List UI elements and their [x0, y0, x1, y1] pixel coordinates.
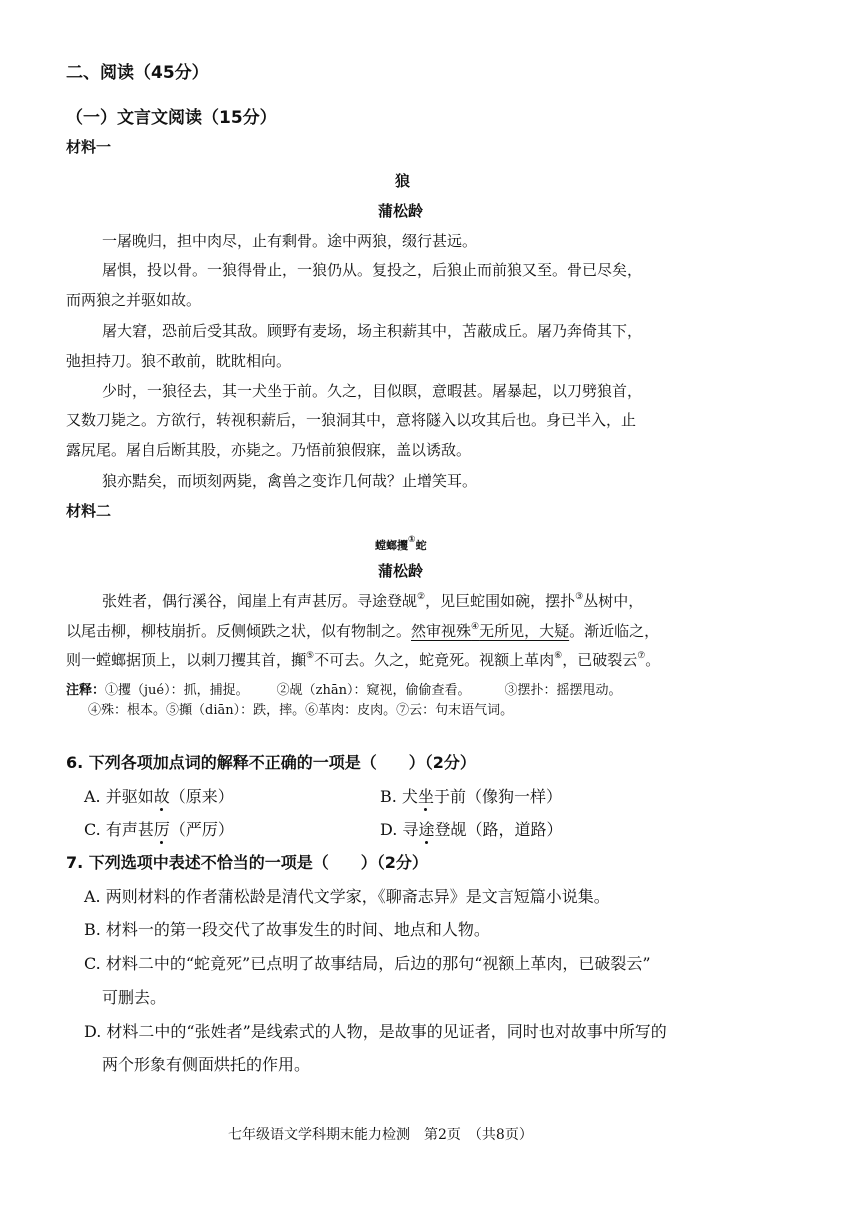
material2-line3-b: 不可去。久之，蛇竟死。视额上革肉 [314, 651, 555, 669]
material1-title: 狼 [395, 172, 411, 190]
material2-title-b: 蛇 [415, 539, 427, 552]
q7-option-c-line2[interactable]: 可删去。 [102, 988, 167, 1007]
q6-d-pre: D. 寻 [380, 820, 419, 839]
material2-title [375, 537, 427, 553]
material2-line3 [66, 649, 660, 670]
material1-p3-line2: 弛担持刀。狼不敢前，眈眈相向。 [66, 352, 292, 370]
q6-a-pre: A. 并驱如 [84, 787, 154, 806]
material1-p5: 狼亦黠矣，而顷刻两毙，禽兽之变诈几何哉？止增笑耳。 [102, 472, 478, 490]
q6-c-post: （严厉） [169, 820, 234, 839]
note-1: ①攫（jué）：抓，捕捉。 [105, 683, 249, 698]
material1-p4-line2: 又数刀毙之。方欲行，转视积薪后，一狼洞其中，意将隧入以攻其后也。身已半入，止 [66, 411, 637, 429]
q7-option-d-line2[interactable]: 两个形象有侧面烘托的作用。 [102, 1055, 311, 1074]
section-title: 二、阅读（45分） [66, 63, 209, 83]
material1-label: 材料一 [66, 138, 112, 156]
footnote-mark-7: ⑦ [637, 651, 646, 661]
underlined-sentence [411, 622, 569, 640]
q6-b-pre: B. 犬 [380, 787, 418, 806]
q7-option-a[interactable]: A. 两则材料的作者蒲松龄是清代文学家，《聊斋志异》是文言短篇小说集。 [84, 887, 610, 906]
page-footer: 七年级语文学科期末能力检测 第2页 （共8页） [228, 1127, 533, 1143]
underlined-a: 然审视殊 [411, 622, 472, 640]
note-2: ②觇（zhān）：窥视，偷偷查看。 [276, 683, 471, 698]
q6-option-c[interactable] [84, 817, 234, 840]
q7-option-c-line1[interactable]: C. 材料二中的“蛇竟死”已点明了故事结局，后边的那句“视额上革肉，已破裂云” [84, 954, 651, 973]
q6-a-post: （原来） [169, 787, 234, 806]
q6-d-post: 登觇（路，道路） [434, 820, 563, 839]
material2-title-a: 螳螂攫 [375, 539, 408, 552]
footnote-mark-1: ① [408, 535, 416, 545]
q6-option-a[interactable] [84, 784, 234, 807]
material2-line2-a: 以尾击柳，柳枝崩折。反侧倾跌之状，似有物制之。 [66, 622, 412, 640]
notes-line1 [66, 679, 622, 698]
q6-c-pre: C. 有声甚 [84, 820, 154, 839]
material2-line3-d: 。 [645, 651, 661, 669]
q6-option-b[interactable] [380, 784, 562, 807]
material2-label: 材料二 [66, 502, 112, 520]
material2-line3-c: ，已破裂云 [562, 651, 638, 669]
note-3: ③摆扑：摇摆甩动。 [504, 683, 622, 698]
material2-author: 蒲松龄 [378, 562, 424, 580]
underlined-b: 无所见，大疑 [479, 622, 570, 640]
q6-d-dotted: 途 [418, 820, 435, 839]
subsection-title: （一）文言文阅读（15分） [66, 108, 277, 128]
footnote-mark-6: ⑥ [554, 651, 563, 661]
q7-option-d-line1[interactable]: D. 材料二中的“张姓者”是线索式的人物，是故事的见证者，同时也对故事中所写的 [84, 1022, 667, 1041]
material1-author: 蒲松龄 [378, 202, 424, 220]
notes-label: 注释： [66, 683, 106, 698]
material1-p1: 一屠晚归，担中肉尽，止有剩骨。途中两狼，缀行甚远。 [102, 232, 478, 250]
footnote-mark-2: ② [417, 592, 426, 602]
footnote-mark-5: ⑤ [306, 651, 315, 661]
notes-line2: ④殊：根本。⑤攧（diān）：跌，摔。⑥革肉：皮肉。⑦云：句末语气词。 [88, 703, 514, 718]
material1-p4-line1: 少时，一狼径去，其一犬坐于前。久之，目似瞑，意暇甚。屠暴起，以刀劈狼首， [102, 382, 643, 400]
footnote-mark-4: ④ [471, 622, 480, 632]
material1-p2-line1: 屠惧，投以骨。一狼得骨止，一狼仍从。复投之，后狼止而前狼又至。骨已尽矣， [102, 261, 643, 279]
material2-line1 [102, 590, 643, 611]
q6-b-dotted: 坐 [417, 787, 434, 806]
q6-b-post: 于前（像狗一样） [433, 787, 562, 806]
material2-line1-a: 张姓者，偶行溪谷，闻崖上有声甚厉。寻途登觇 [102, 592, 418, 610]
material2-line2 [66, 620, 659, 641]
footnote-mark-3: ③ [575, 592, 584, 602]
q6-c-dotted: 厉 [153, 820, 170, 839]
q7-stem: 7. 下列选项中表述不恰当的一项是（ ）（2分） [66, 853, 428, 872]
q6-a-dotted: 故 [153, 787, 170, 806]
material2-line3-a: 则一螳螂据顶上，以刺刀攫其首，攧 [66, 651, 307, 669]
q6-stem: 6. 下列各项加点词的解释不正确的一项是（ ）（2分） [66, 753, 476, 772]
material2-line2-c: 。渐近临之， [569, 622, 660, 640]
material2-line1-b: ，见巨蛇围如碗，摆扑 [425, 592, 576, 610]
material1-p4-line3: 露尻尾。屠自后断其股，亦毙之。乃悟前狼假寐，盖以诱敌。 [66, 441, 472, 459]
material2-line1-c: 丛树中， [583, 592, 644, 610]
q6-option-d[interactable] [380, 817, 562, 840]
q7-option-b[interactable]: B. 材料一的第一段交代了故事发生的时间、地点和人物。 [84, 920, 490, 939]
material1-p2-line2: 而两狼之并驱如故。 [66, 291, 202, 309]
material1-p3-line1: 屠大窘，恐前后受其敌。顾野有麦场，场主积薪其中，苫蔽成丘。屠乃奔倚其下， [102, 322, 643, 340]
